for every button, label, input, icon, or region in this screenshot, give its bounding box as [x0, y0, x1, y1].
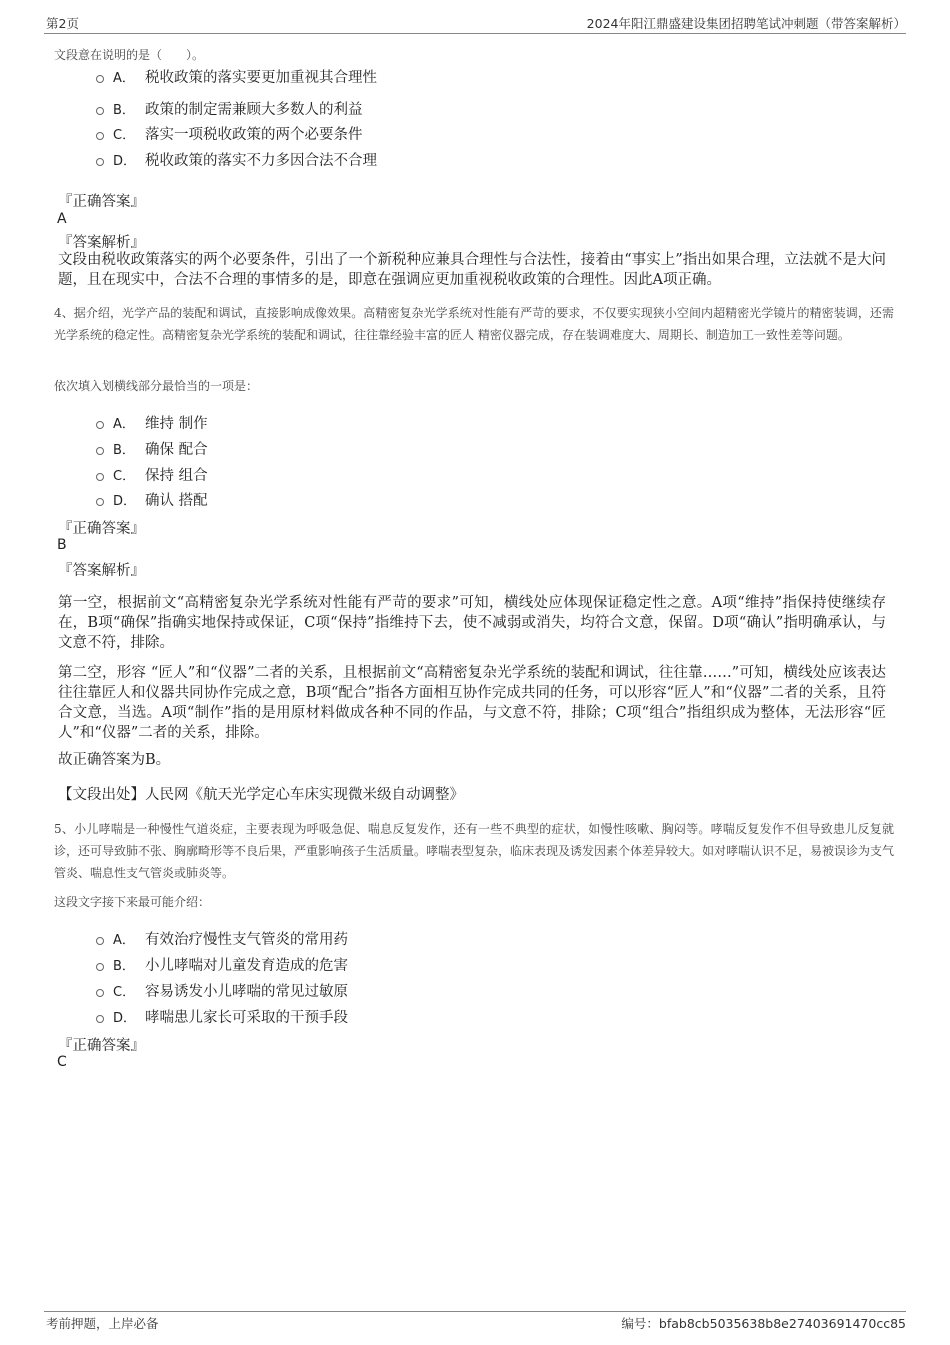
q4-answer-label: 『正确答案』 [58, 521, 145, 537]
q3-option-c[interactable] [96, 122, 363, 144]
radio-icon[interactable] [96, 937, 104, 945]
q5-option-b[interactable] [96, 953, 348, 975]
radio-icon[interactable] [96, 132, 104, 140]
radio-icon[interactable] [96, 473, 104, 481]
option-text: 政策的制定需兼顾大多数人的利益 [145, 101, 363, 118]
q4-analysis-p3: 故正确答案为B。 [58, 752, 171, 768]
option-text: 税收政策的落实不力多因合法不合理 [145, 152, 377, 169]
option-letter: A． [113, 416, 135, 432]
document-id: 编号：bfab8cb5035638b8e27403691470cc85 [621, 1316, 906, 1331]
radio-icon[interactable] [96, 963, 104, 971]
q4-answer: B [57, 537, 67, 553]
q4-stem: 4、据介绍，光学产品的装配和调试，直接影响成像效果。高精密复杂光学系统对性能有严苛的要求，不仅要实现狭小空间内超精密光学镜片的精密装调，还需 光学系统的稳定性。高精密复杂光学系统的装配和调试，往往靠经验丰富的匠人 精密仪器完成，存在装调难度大、周期长、制造加工一致性差等问题。 [54, 306, 894, 342]
radio-icon[interactable] [96, 158, 104, 166]
option-letter: B． [113, 102, 135, 118]
option-text: 税收政策的落实要更加重视其合理性 [145, 69, 377, 86]
option-text: 维持 制作 [145, 415, 208, 432]
q3-analysis-label: 『答案解析』 [58, 235, 145, 251]
radio-icon[interactable] [96, 447, 104, 455]
radio-icon[interactable] [96, 498, 104, 506]
option-text: 落实一项税收政策的两个必要条件 [145, 126, 363, 143]
q4-analysis-p2: 第二空，形容 “匠人”和“仪器”二者的关系，且根据前文“高精密复杂光学系统的装配和调试，往往靠……”可知，横线处应该表达往往靠匠人和仪器共同协作完成之意，B项“配合”指各方面相互协作完成共同的任务，可以形容“匠人”和“仪器”二者的关系，且符合文意，当选。A项“制作”指的是用原材料做成各种不同的作品，与文意不符，排除；C项“组合”指组织成为整体，无法形容“匠人”和“仪器”二者的关系，排除。 [58, 665, 886, 741]
option-letter: C． [113, 468, 136, 484]
q5-option-c[interactable] [96, 979, 348, 1001]
q4-prompt: 依次填入划横线部分最恰当的一项是： [54, 379, 259, 393]
footer-slogan: 考前押题，上岸必备 [46, 1316, 159, 1331]
q3-stem: 文段意在说明的是（ ）。 [54, 48, 205, 62]
q5-stem: 5、小儿哮喘是一种慢性气道炎症，主要表现为呼吸急促、喘息反复发作，还有一些不典型的症状，如慢性咳嗽、胸闷等。哮喘反复发作不但导致患儿反复就诊，还可导致肺不张、胸廓畸形等不良后果，严重影响孩子生活质量。哮喘表型复杂，临床表现及诱发因素个体差异较大。如对哮喘认识不足，易被误诊为支气管炎、喘息性支气管炎或肺炎等。 [54, 822, 895, 880]
option-text: 保持 组合 [145, 467, 208, 484]
page-number: 第2页 [46, 16, 79, 31]
q3-answer-label: 『正确答案』 [58, 194, 145, 210]
radio-icon[interactable] [96, 1015, 104, 1023]
q4-option-a[interactable] [96, 411, 208, 433]
q4-analysis-p1: 第一空，根据前文“高精密复杂光学系统对性能有严苛的要求”可知，横线处应体现保证稳定性之意。A项“维持”指保持使继续存在，B项“确保”指确实地保持或保证，C项“保持”指维持下去，使不减弱或消失，均符合文意，保留。D项“确认”指明确承认，与文意不符，排除。 [58, 595, 886, 651]
q5-answer-label: 『正确答案』 [58, 1038, 145, 1054]
radio-icon[interactable] [96, 75, 104, 83]
q3-option-a[interactable] [96, 65, 377, 87]
q5-answer: C [57, 1054, 67, 1070]
footer-divider [44, 1311, 906, 1312]
radio-icon[interactable] [96, 421, 104, 429]
option-text: 确认 搭配 [145, 492, 208, 509]
radio-icon[interactable] [96, 107, 104, 115]
option-text: 容易诱发小儿哮喘的常见过敏原 [145, 983, 348, 1000]
q4-analysis-label: 『答案解析』 [58, 563, 145, 579]
q4-option-d[interactable] [96, 488, 208, 510]
option-letter: D． [113, 153, 137, 169]
option-letter: C． [113, 127, 136, 143]
document-title: 2024年阳江鼎盛建设集团招聘笔试冲刺题（带答案解析） [586, 16, 906, 31]
q3-answer: A [57, 211, 67, 227]
q5-option-d[interactable] [96, 1005, 348, 1027]
q5-option-a[interactable] [96, 927, 348, 949]
option-text: 哮喘患儿家长可采取的干预手段 [145, 1009, 348, 1026]
option-text: 有效治疗慢性支气管炎的常用药 [145, 931, 348, 948]
header-divider [44, 33, 906, 34]
option-letter: D． [113, 493, 137, 509]
radio-icon[interactable] [96, 989, 104, 997]
q4-source: 【文段出处】人民网《航天光学定心车床实现微米级自动调整》 [58, 787, 464, 803]
q4-option-b[interactable] [96, 437, 208, 459]
option-text: 小儿哮喘对儿童发育造成的危害 [145, 957, 348, 974]
option-letter: C． [113, 984, 136, 1000]
option-letter: B． [113, 442, 135, 458]
option-text: 确保 配合 [145, 441, 208, 458]
q3-option-b[interactable] [96, 97, 363, 119]
q5-prompt: 这段文字接下来最可能介绍： [54, 895, 211, 909]
option-letter: A． [113, 932, 135, 948]
option-letter: B． [113, 958, 135, 974]
q3-option-d[interactable] [96, 148, 377, 170]
option-letter: D． [113, 1010, 137, 1026]
option-letter: A． [113, 70, 135, 86]
q4-option-c[interactable] [96, 463, 208, 485]
q3-analysis: 文段由税收政策落实的两个必要条件，引出了一个新税种应兼具合理性与合法性，接着由“事实上”指出如果合理，立法就不是大问题，且在现实中，合法不合理的事情多的是，即意在强调应更加重视税收政策的合理性。因此A项正确。 [58, 252, 886, 288]
